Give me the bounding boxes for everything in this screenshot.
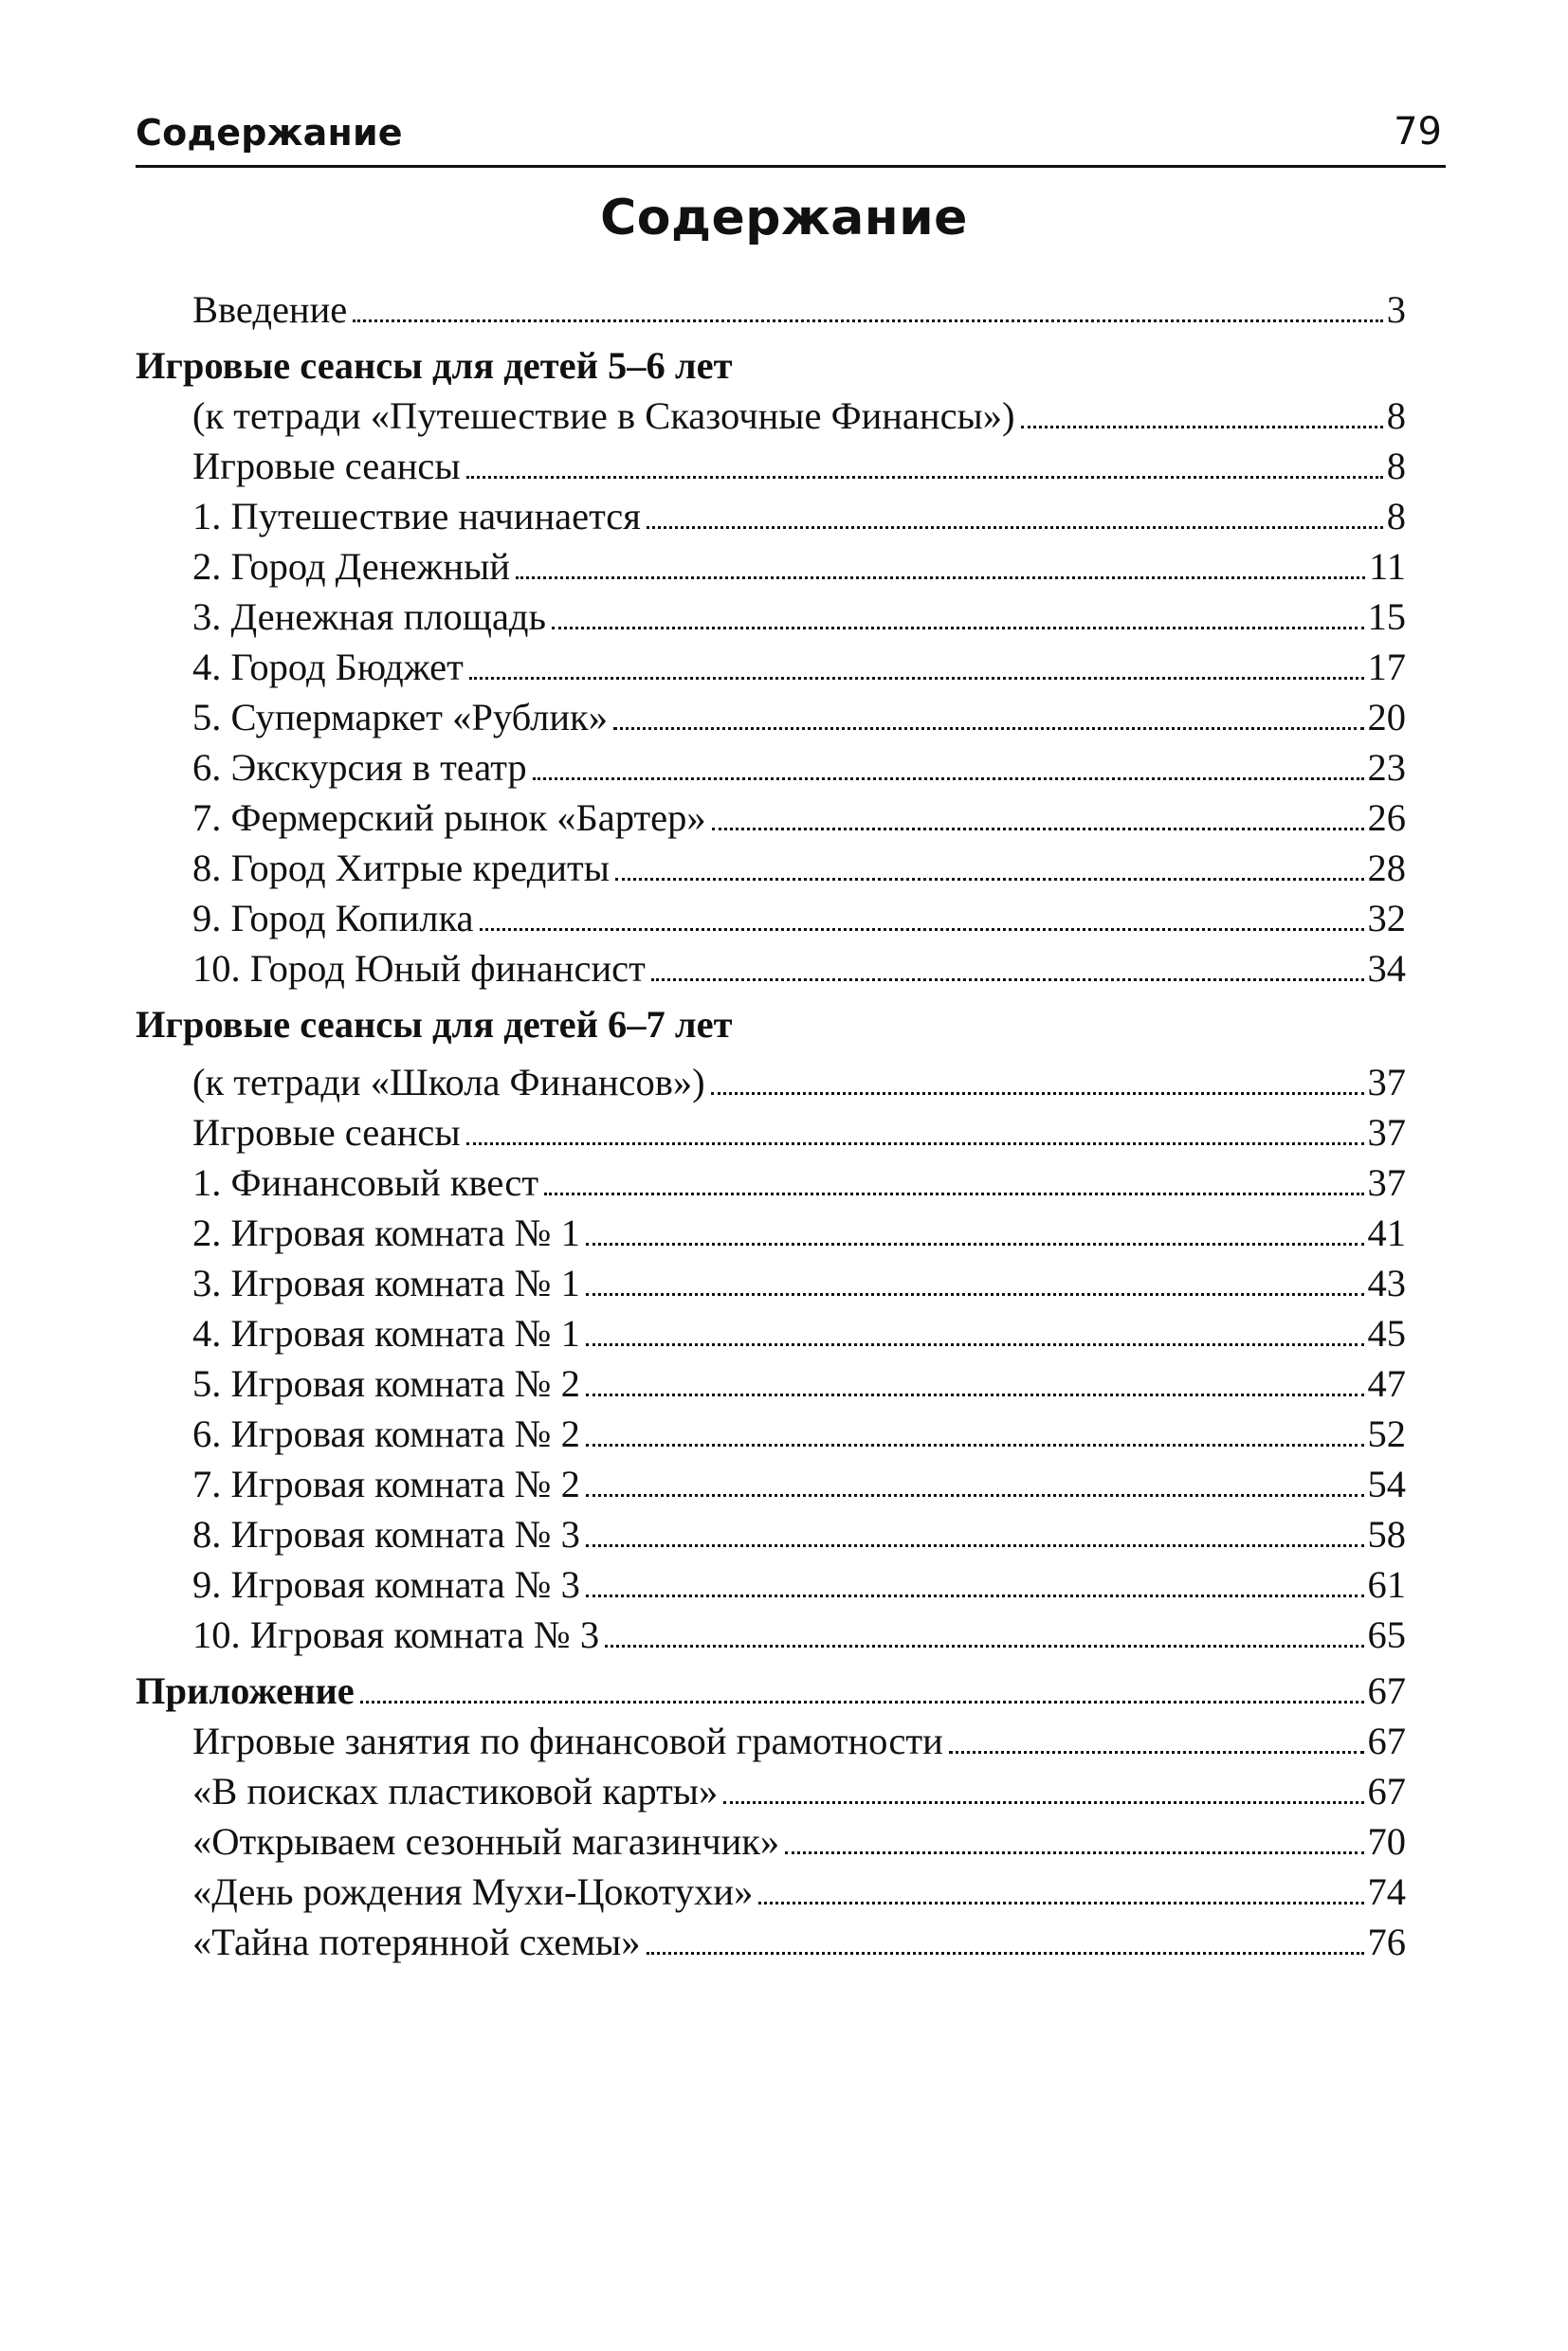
toc-entry-page: 32	[1367, 897, 1406, 939]
toc-entry-label: 10. Игровая комната № 3	[192, 1613, 600, 1656]
dot-leader	[647, 526, 1383, 529]
toc-entry-label: 1. Путешествие начинается	[192, 495, 641, 538]
dot-leader	[586, 1293, 1364, 1296]
toc-entry-label: 2. Город Денежный	[192, 545, 510, 588]
toc-entry[interactable]	[136, 592, 1406, 642]
toc-entry-label: Игровые сеансы	[192, 445, 461, 487]
toc-entry[interactable]	[136, 793, 1406, 843]
toc-entry-page: 47	[1367, 1362, 1406, 1405]
dot-leader	[651, 978, 1364, 981]
toc-entry-page: 54	[1367, 1463, 1406, 1505]
dot-leader	[586, 1394, 1364, 1396]
toc-entry-page: 8	[1386, 495, 1406, 538]
dot-leader	[516, 576, 1365, 579]
toc-entry-label: 8. Игровая комната № 3	[192, 1513, 580, 1556]
toc-entry[interactable]	[136, 1409, 1406, 1459]
toc-entry[interactable]	[136, 1867, 1406, 1917]
toc-entry-label: 6. Экскурсия в театр	[192, 746, 527, 789]
toc-entry-page: 67	[1367, 1720, 1406, 1762]
section-heading-label: Игровые сеансы для детей 5–6 лет	[136, 344, 733, 387]
dot-leader	[480, 928, 1364, 931]
toc-entry-page: 76	[1367, 1921, 1406, 1963]
toc-entry-label: 3. Денежная площадь	[192, 595, 547, 638]
toc-entry[interactable]	[136, 843, 1406, 893]
toc-entry-label: 9. Игровая комната № 3	[192, 1563, 580, 1606]
toc-entry[interactable]	[136, 1917, 1406, 1967]
toc-entry[interactable]	[136, 1559, 1406, 1610]
dot-leader	[647, 1952, 1364, 1955]
dot-leader	[552, 627, 1363, 629]
toc-entry-label: «День рождения Мухи-Цокотухи»	[192, 1870, 754, 1913]
dot-leader	[469, 677, 1364, 680]
dot-leader	[723, 1801, 1363, 1804]
toc-entry-label: 1. Финансовый квест	[192, 1161, 539, 1204]
toc-entry-label: 4. Игровая комната № 1	[192, 1312, 580, 1355]
toc-entry[interactable]	[136, 1258, 1406, 1308]
toc-entry[interactable]	[136, 742, 1406, 793]
toc-entry[interactable]	[136, 441, 1406, 491]
toc-entry[interactable]	[136, 1358, 1406, 1409]
dot-leader	[586, 1444, 1364, 1447]
dot-leader	[712, 828, 1364, 830]
toc-entry-label: 2. Игровая комната № 1	[192, 1212, 580, 1254]
toc-entry-page: 8	[1386, 445, 1406, 487]
toc-entry[interactable]	[136, 541, 1406, 592]
toc-entry-page: 74	[1367, 1870, 1406, 1913]
toc-entry-label: 9. Город Копилка	[192, 897, 474, 939]
toc-entry-label: 5. Игровая комната № 2	[192, 1362, 580, 1405]
toc-entry[interactable]	[136, 1716, 1406, 1766]
toc-entry-page: 61	[1367, 1563, 1406, 1606]
toc-entry-label: 5. Супермаркет «Рублик»	[192, 696, 608, 738]
dot-leader	[605, 1645, 1363, 1648]
dot-leader	[586, 1544, 1364, 1547]
toc-entry-label: Игровые сеансы	[192, 1111, 461, 1154]
section-heading-label: Игровые сеансы для детей 6–7 лет	[136, 1003, 733, 1046]
toc-entry-label: «Открываем сезонный магазинчик»	[192, 1820, 780, 1863]
toc-entry-page: 45	[1367, 1312, 1406, 1355]
toc-entry[interactable]	[136, 1157, 1406, 1208]
dot-leader	[466, 1142, 1364, 1145]
dot-leader	[353, 319, 1383, 322]
toc-section-heading-6-7	[136, 999, 1406, 1049]
page-title: Содержание	[600, 190, 968, 246]
toc-entry-label: «В поисках пластиковой карты»	[192, 1770, 719, 1813]
toc-entry[interactable]	[136, 642, 1406, 692]
toc-entry-label: (к тетради «Путешествие в Сказочные Финансы»)	[192, 394, 1015, 437]
dot-leader	[586, 1595, 1364, 1597]
toc-entry[interactable]	[136, 391, 1406, 441]
toc-entry-page: 37	[1367, 1111, 1406, 1154]
toc-section-heading-5-6	[136, 340, 1406, 391]
dot-leader	[949, 1751, 1364, 1754]
toc-entry[interactable]	[136, 1610, 1406, 1660]
toc-entry-label: Приложение	[136, 1669, 355, 1712]
toc-entry[interactable]	[136, 943, 1406, 993]
toc-entry-page: 28	[1367, 847, 1406, 889]
toc-entry-page: 17	[1367, 646, 1406, 688]
dot-leader	[613, 727, 1364, 730]
toc-entry[interactable]	[136, 1766, 1406, 1816]
toc-entry[interactable]	[136, 1057, 1406, 1107]
toc-entry-page: 37	[1367, 1061, 1406, 1103]
dot-leader	[533, 777, 1364, 780]
toc-entry-label: 7. Фермерский рынок «Бартер»	[192, 796, 706, 839]
toc-entry-page: 70	[1367, 1820, 1406, 1863]
dot-leader	[586, 1243, 1364, 1246]
dot-leader	[1021, 426, 1383, 428]
dot-leader	[466, 476, 1383, 479]
dot-leader	[544, 1193, 1363, 1195]
toc-entry-label: Игровые занятия по финансовой грамотности	[192, 1720, 943, 1762]
toc-entry-page: 20	[1367, 696, 1406, 738]
running-title: Содержание	[136, 112, 403, 154]
toc-entry[interactable]	[136, 1816, 1406, 1867]
dot-leader	[360, 1701, 1364, 1704]
dot-leader	[758, 1902, 1363, 1904]
toc-entry-page: 58	[1367, 1513, 1406, 1556]
toc-entry-page: 67	[1367, 1770, 1406, 1813]
toc-entry-page: 8	[1386, 394, 1406, 437]
toc-entry[interactable]	[136, 1509, 1406, 1559]
toc-entry-page: 65	[1367, 1613, 1406, 1656]
running-header	[136, 100, 1446, 168]
toc-entry-label: 6. Игровая комната № 2	[192, 1412, 580, 1455]
toc-entry-label: (к тетради «Школа Финансов»)	[192, 1061, 705, 1103]
toc-entry-page: 11	[1369, 545, 1406, 588]
dot-leader	[586, 1494, 1364, 1497]
toc-entry-label: «Тайна потерянной схемы»	[192, 1921, 641, 1963]
toc-entry-label: 8. Город Хитрые кредиты	[192, 847, 610, 889]
dot-leader	[586, 1343, 1364, 1346]
toc-entry-intro[interactable]	[136, 284, 1406, 335]
page-number: 79	[1394, 110, 1442, 154]
toc-entry[interactable]	[136, 1459, 1406, 1509]
toc-entry-page: 23	[1367, 746, 1406, 789]
toc-entry-label: 7. Игровая комната № 2	[192, 1463, 580, 1505]
toc-entry-page: 37	[1367, 1161, 1406, 1204]
toc-entry-page: 43	[1367, 1262, 1406, 1304]
toc-entry-page: 3	[1386, 288, 1406, 331]
toc-entry[interactable]	[136, 893, 1406, 943]
toc-entry-label: Введение	[192, 288, 348, 331]
toc-entry-page: 34	[1367, 947, 1406, 990]
toc-entry[interactable]	[136, 1308, 1406, 1358]
toc-entry-page: 52	[1367, 1412, 1406, 1455]
toc-entry-page: 67	[1367, 1669, 1406, 1712]
table-of-contents	[136, 284, 1406, 1967]
toc-entry[interactable]	[136, 692, 1406, 742]
toc-entry-label: 3. Игровая комната № 1	[192, 1262, 580, 1304]
toc-entry-label: 4. Город Бюджет	[192, 646, 464, 688]
toc-entry-label: 10. Город Юный финансист	[192, 947, 646, 990]
toc-entry[interactable]	[136, 491, 1406, 541]
toc-entry-page: 15	[1367, 595, 1406, 638]
toc-entry-page: 41	[1367, 1212, 1406, 1254]
dot-leader	[615, 878, 1364, 881]
toc-entry[interactable]	[136, 1208, 1406, 1258]
toc-entry-page: 26	[1367, 796, 1406, 839]
dot-leader	[785, 1851, 1363, 1854]
toc-entry[interactable]	[136, 1107, 1406, 1157]
toc-entry-appendix[interactable]	[136, 1666, 1406, 1716]
dot-leader	[711, 1092, 1364, 1095]
